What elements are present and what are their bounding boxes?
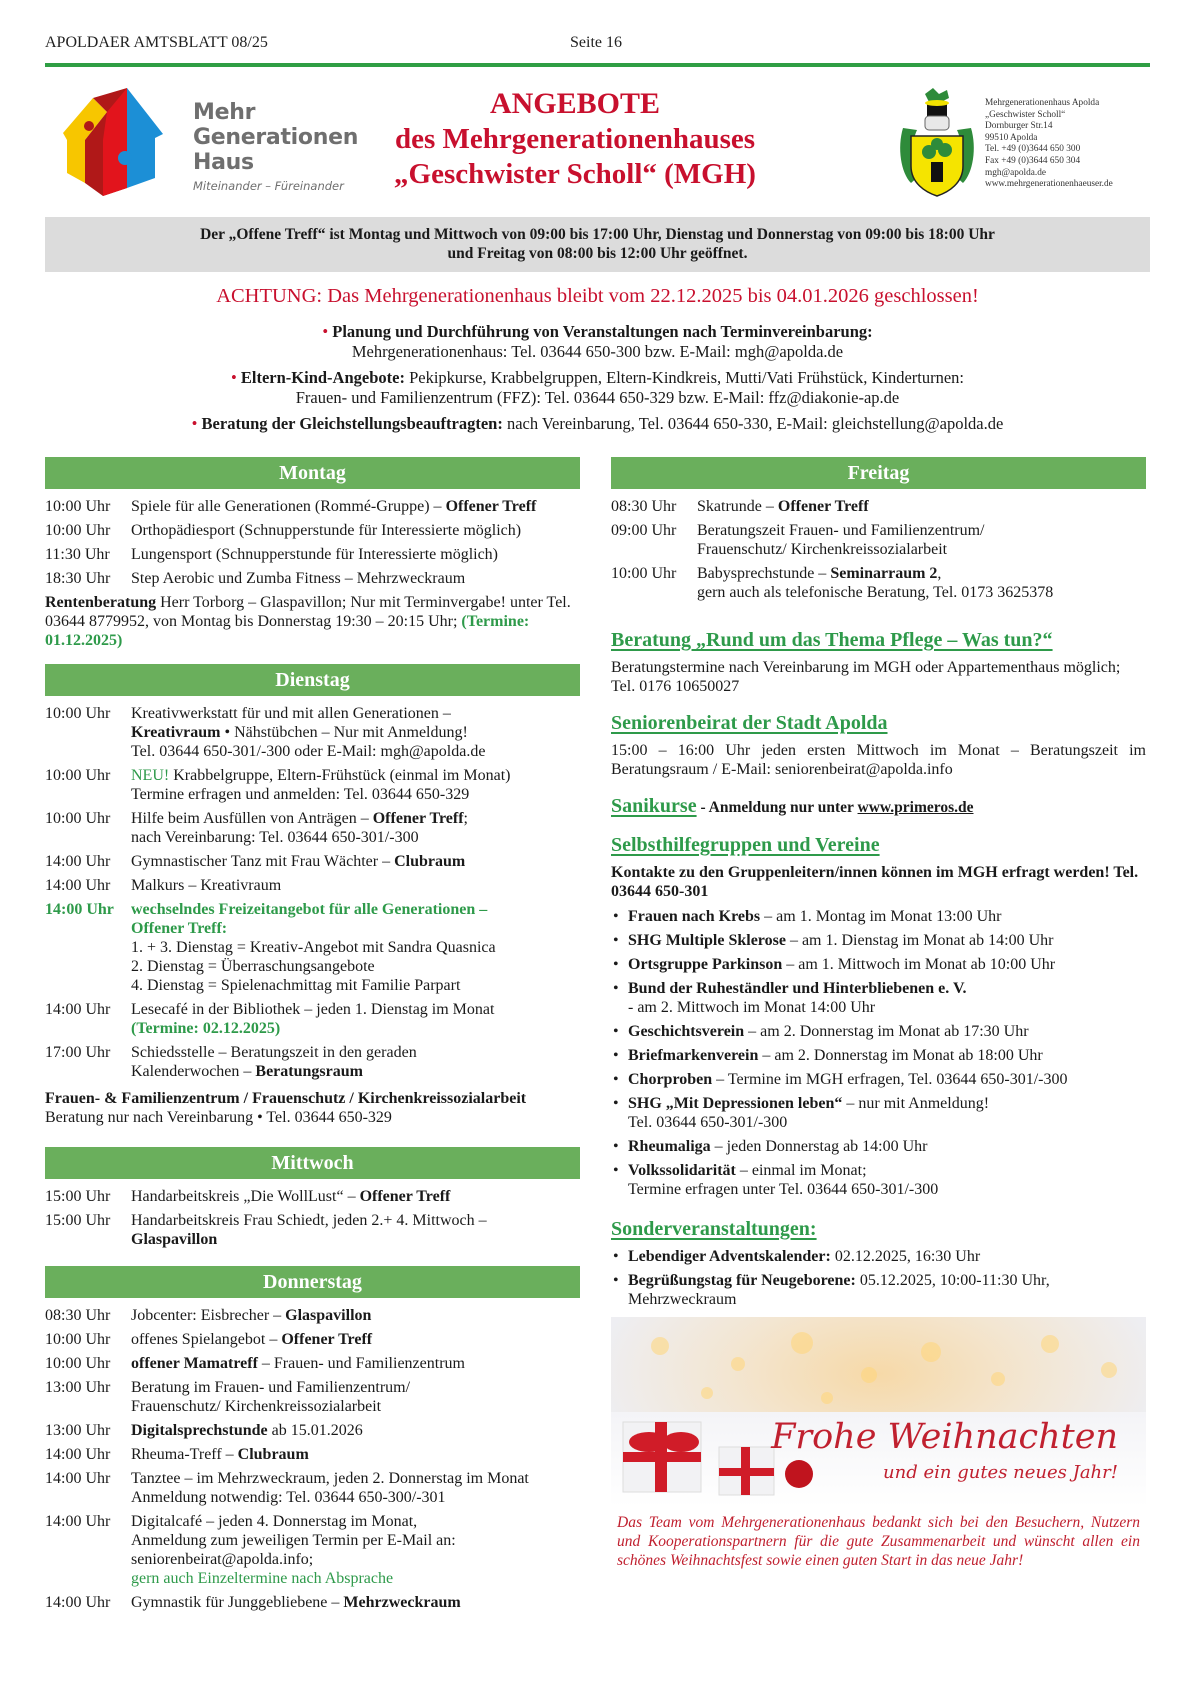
entry-time: 14:00 Uhr — [45, 1001, 111, 1018]
bullet-icon: • — [230, 368, 241, 387]
entry-text: Babysprechstunde – — [697, 565, 831, 582]
address-fax: Fax +49 (0)3644 650 304 — [985, 155, 1081, 166]
title-line-3: „Geschwister Scholl“ (MGH) — [394, 158, 756, 190]
thanks-message: Das Team vom Mehrgenerationenhaus bedankt sich bei den Besuchern, Nutzern und Kooperationspartnern für die gute Zusammenarbeit und wünscht allen ein schönes Weihnachtsfest sowie einen guten Start in das neue Jahr! — [617, 1514, 1140, 1569]
entry-time: 09:00 Uhr — [611, 522, 677, 539]
entry-text: Gymnastischer Tanz mit Frau Wächter – — [131, 853, 395, 870]
bullet-icon: • — [613, 1023, 619, 1040]
section-heading-sonder: Sonderveranstaltungen: — [611, 1218, 817, 1240]
schedule-entry — [611, 521, 1146, 559]
list-item — [611, 1094, 1146, 1132]
entry-text: Spiele für alle Generationen (Rommé-Gruppe) – — [131, 498, 446, 515]
entry-text: wechselndes Freizeitangebot für alle Generationen – — [131, 901, 488, 918]
group-detail: – Termine im MGH erfragen, Tel. 03644 650-301/-300 — [712, 1071, 1068, 1088]
entry-text: Orthopädiesport (Schnupperstunde für Interessierte möglich) — [131, 522, 522, 539]
group-name: Volkssolidarität — [628, 1162, 736, 1179]
logo-line-1: Mehr — [193, 100, 256, 125]
info-planung — [45, 322, 1150, 362]
bullet-icon: • — [613, 1138, 619, 1155]
entry-room: Offener Treff — [777, 498, 869, 515]
logo-line-2: Generationen — [193, 125, 359, 150]
entry-time: 14:00 Uhr — [45, 1513, 111, 1530]
schedule-entry — [611, 564, 1146, 602]
entry-text: Handarbeitskreis „Die WollLust“ – — [131, 1188, 360, 1205]
entry-dates: (Termine: 02.12.2025) — [131, 1020, 281, 1037]
entry-contact: gern auch als telefonische Beratung, Tel. 0173 3625378 — [697, 584, 1054, 601]
schedule-entry — [45, 1354, 580, 1373]
group-detail: – jeden Donnerstag ab 14:00 Uhr — [710, 1138, 928, 1155]
group-name: Briefmarkenverein — [628, 1047, 759, 1064]
group-contact: Tel. 03644 650-301/-300 — [628, 1114, 788, 1131]
day-header-mittwoch: Mittwoch — [45, 1147, 580, 1179]
entry-time: 14:00 Uhr — [45, 901, 114, 918]
list-item — [611, 1070, 1146, 1089]
schedule-entry — [45, 1000, 580, 1038]
seniorenbeirat-text: 15:00 – 16:00 Uhr jeden ersten Mittwoch im Monat – Beratungszeit im Beratungsraum / E-Mail: seniorenbeirat@apolda.info — [611, 742, 1146, 778]
punctuation: ; — [463, 810, 468, 827]
event-location: Mehrzweckraum — [628, 1291, 737, 1308]
entry-text: Kreativwerkstatt für und mit allen Generationen – — [131, 705, 451, 722]
mgh-logo — [55, 88, 359, 198]
section-heading-sanikurse: Sanikurse — [611, 795, 697, 817]
address-phone: Tel. +49 (0)3644 650 300 — [985, 144, 1081, 155]
list-item — [611, 1137, 1146, 1156]
group-contact: Termine erfragen unter Tel. 03644 650-301/-300 — [628, 1181, 939, 1198]
day-header-dienstag: Dienstag — [45, 664, 580, 696]
schedule-entry — [45, 1187, 580, 1206]
entry-room: Offener Treff — [281, 1331, 373, 1348]
day-header-montag: Montag — [45, 457, 580, 489]
logo-tagline: Miteinander – Füreinander — [193, 179, 344, 193]
entry-time: 14:00 Uhr — [45, 853, 111, 870]
christmas-image — [611, 1317, 1146, 1507]
entry-time: 11:30 Uhr — [45, 546, 110, 563]
schedule-entry — [45, 1306, 580, 1325]
group-name: Geschichtsverein — [628, 1023, 745, 1040]
entry-contact: nach Vereinbarung: Tel. 03644 650-301/-300 — [131, 829, 419, 846]
bullet-icon: • — [613, 1248, 619, 1265]
ffz-note — [45, 1089, 580, 1127]
schedule-entry — [45, 1421, 580, 1440]
rentenberatung-note — [45, 593, 580, 650]
address-website[interactable]: www.mehrgenerationenhaeuser.de — [985, 179, 1113, 190]
entry-text: ab 15.01.2026 — [267, 1422, 363, 1439]
bullet-icon: • — [191, 414, 202, 433]
entry-email[interactable]: seniorenbeirat@apolda.info; — [131, 1551, 314, 1568]
subgreeting-text: und ein gutes neues Jahr! — [883, 1462, 1118, 1483]
event-date: 05.12.2025, 10:00-11:30 Uhr, — [855, 1272, 1050, 1289]
coat-of-arms-icon — [897, 88, 977, 198]
bullet-icon: • — [613, 980, 619, 997]
day-header-donnerstag: Donnerstag — [45, 1266, 580, 1298]
entry-time: 18:30 Uhr — [45, 570, 111, 587]
info-label: Eltern-Kind-Angebote: — [240, 368, 405, 387]
entry-time: 10:00 Uhr — [45, 1331, 111, 1348]
schedule-entry — [45, 766, 580, 804]
schedule-entry — [45, 1043, 580, 1081]
entry-time: 08:30 Uhr — [45, 1307, 111, 1324]
title-line-2: des Mehrgenerationenhauses — [394, 123, 756, 155]
entry-time: 15:00 Uhr — [45, 1212, 111, 1229]
address-line: Dornburger Str.14 — [985, 121, 1053, 132]
note-text: Beratung nur nach Vereinbarung • Tel. 03644 650-329 — [45, 1109, 392, 1126]
entry-text: Digitalcafé – jeden 4. Donnerstag im Monat, — [131, 1513, 418, 1530]
entry-room: Offener Treff: — [131, 920, 228, 937]
address-line: 99510 Apolda — [985, 132, 1038, 143]
group-detail: – nur mit Anmeldung! — [842, 1095, 990, 1112]
left-column — [45, 457, 580, 1617]
entry-room: Clubraum — [394, 853, 466, 870]
entry-note: gern auch Einzeltermine nach Absprache — [131, 1570, 394, 1587]
note-label: Rentenberatung — [45, 594, 157, 611]
entry-text: • Nähstübchen – Nur mit Anmeldung! — [220, 724, 468, 741]
section-heading-pflege: Beratung „Rund um das Thema Pflege – Was tun?“ — [611, 629, 1053, 651]
schedule-entry — [45, 569, 580, 588]
entry-text: Step Aerobic und Zumba Fitness – Mehrzweckraum — [131, 570, 466, 587]
address-line: Mehrgenerationenhaus Apolda — [985, 98, 1100, 108]
schedule-entry — [45, 521, 580, 540]
schedule-entry — [45, 1445, 580, 1464]
schedule-entry — [45, 900, 580, 995]
entry-text: offenes Spielangebot – — [131, 1331, 282, 1348]
opening-hours-banner — [45, 217, 1150, 272]
event-name: Lebendiger Adventskalender: — [628, 1248, 831, 1265]
list-item — [611, 1161, 1146, 1199]
entry-text: Beratung im Frauen- und Familienzentrum/ — [131, 1379, 411, 1396]
entry-text: Anmeldung zum jeweiligen Termin per E-Mail an: — [131, 1532, 456, 1549]
list-item — [611, 1247, 1146, 1266]
section-heading-seniorenbeirat: Seniorenbeirat der Stadt Apolda — [611, 712, 888, 734]
entry-time: 14:00 Uhr — [45, 1470, 111, 1487]
group-detail: - am 2. Mittwoch im Monat 14:00 Uhr — [628, 999, 876, 1016]
schedule-entry — [45, 1330, 580, 1349]
schedule-entry — [45, 497, 580, 516]
primeros-link[interactable]: www.primeros.de — [857, 799, 974, 816]
schedule-entry — [45, 545, 580, 564]
entry-detail: 1. + 3. Dienstag = Kreativ-Angebot mit Sandra Quasnica — [131, 939, 496, 956]
list-item — [611, 931, 1146, 950]
schedule-entry — [45, 1469, 580, 1507]
entry-time: 14:00 Uhr — [45, 1446, 111, 1463]
group-name: Chorproben — [628, 1071, 713, 1088]
bullet-icon: • — [613, 908, 619, 925]
list-item — [611, 979, 1146, 1017]
entry-detail: 4. Dienstag = Spielenachmittag mit Familie Parpart — [131, 977, 461, 994]
entry-text: Frauenschutz/ Kirchenkreissozialarbeit — [697, 541, 948, 558]
entry-text: Handarbeitskreis Frau Schiedt, jeden 2.+ 4. Mittwoch – — [131, 1212, 487, 1229]
entry-time: 10:00 Uhr — [45, 522, 111, 539]
page-number: Seite 16 — [570, 34, 622, 51]
entry-text: Rheuma-Treff – — [131, 1446, 238, 1463]
entry-text: Hilfe beim Ausfüllen von Anträgen – — [131, 810, 373, 827]
logo-text — [193, 100, 358, 193]
logo-line-3: Haus — [193, 150, 254, 175]
info-detail: Frauen- und Familienzentrum (FFZ): Tel. 03644 650-329 bzw. E-Mail: ffz@diakonie-ap.de — [295, 388, 900, 407]
schedule-entry — [45, 704, 580, 761]
schedule-entry — [611, 497, 1146, 516]
entry-text: Jobcenter: Eisbrecher – — [131, 1307, 286, 1324]
right-column — [611, 457, 1146, 1570]
event-name: Begrüßungstag für Neugeborene: — [628, 1272, 856, 1289]
schedule-entry — [45, 852, 580, 871]
entry-text: Krabbelgruppe, Eltern-Frühstück (einmal im Monat) — [169, 767, 511, 784]
entry-text: Gymnastik für Junggebliebene – — [131, 1594, 344, 1611]
entry-room: Offener Treff — [359, 1188, 451, 1205]
entry-room: Mehrzweckraum — [343, 1594, 461, 1611]
entry-room: Offener Treff — [445, 498, 537, 515]
schedule-entry — [45, 1211, 580, 1249]
entry-time: 10:00 Uhr — [45, 705, 111, 722]
group-name: Bund der Ruheständler und Hinterbliebenen e. V. — [628, 980, 967, 997]
bullet-icon: • — [322, 322, 333, 341]
entry-time: 08:30 Uhr — [611, 498, 677, 515]
entry-time: 14:00 Uhr — [45, 1594, 111, 1611]
entry-text: Skatrunde – — [697, 498, 778, 515]
group-name: SHG „Mit Depressionen leben“ — [628, 1095, 843, 1112]
day-header-freitag: Freitag — [611, 457, 1146, 489]
pflege-text: Beratungstermine nach Vereinbarung im MGH oder Appartementhaus möglich; Tel. 0176 10650027 — [611, 659, 1121, 695]
list-item — [611, 907, 1146, 926]
closure-notice: ACHTUNG: Das Mehrgenerationenhaus bleibt vom 22.12.2025 bis 04.01.2026 geschlossen! — [216, 285, 979, 307]
info-detail: Mehrgenerationenhaus: Tel. 03644 650-300 bzw. E-Mail: mgh@apolda.de — [351, 342, 844, 361]
opening-hours-line-2: und Freitag von 08:00 bis 12:00 Uhr geöffnet. — [447, 245, 748, 262]
schedule-entry — [45, 1512, 580, 1588]
contact-address — [985, 98, 1113, 191]
bullet-icon: • — [613, 1047, 619, 1064]
greeting-text: Frohe Weihnachten — [771, 1417, 1118, 1457]
info-gleichstellung — [45, 414, 1150, 434]
address-line: „Geschwister Scholl“ — [985, 109, 1066, 120]
event-date: 02.12.2025, 16:30 Uhr — [830, 1248, 981, 1265]
page — [45, 0, 1150, 1684]
entry-text: Schiedsstelle – Beratungszeit in den geraden — [131, 1044, 417, 1061]
punctuation: , — [937, 565, 942, 582]
bullet-icon: • — [613, 1272, 619, 1289]
note-dates: (Termine: 01.12.2025) — [45, 613, 530, 649]
list-item — [611, 1022, 1146, 1041]
info-label: Beratung der Gleichstellungsbeauftragten: — [201, 414, 503, 433]
entry-contact: Anmeldung notwendig: Tel. 03644 650-300/-301 — [131, 1489, 446, 1506]
header-rule — [45, 63, 1150, 67]
info-text: nach Vereinbarung, Tel. 03644 650-330, E-Mail: gleichstellung@apolda.de — [502, 414, 1004, 433]
bullet-icon: • — [613, 1095, 619, 1112]
title-line-1: ANGEBOTE — [489, 87, 661, 120]
bullet-icon: • — [613, 1071, 619, 1088]
entry-time: 10:00 Uhr — [45, 810, 111, 827]
schedule-entry — [45, 809, 580, 847]
sanikurse-section — [611, 795, 1146, 818]
entry-text: – Frauen- und Familienzentrum — [257, 1355, 465, 1372]
entry-room: Glaspavillon — [131, 1231, 218, 1248]
entry-text: Malkurs – Kreativraum — [131, 877, 282, 894]
group-name: Frauen nach Krebs — [628, 908, 761, 925]
group-detail: – am 1. Montag im Monat 13:00 Uhr — [760, 908, 1002, 925]
list-item — [611, 955, 1146, 974]
entry-room: Glaspavillon — [285, 1307, 372, 1324]
entry-title: offener Mamatreff — [131, 1355, 258, 1372]
entry-detail: 2. Dienstag = Überraschungsangebote — [131, 958, 375, 975]
note-text: Herr Torborg – Glaspavillon; Nur mit Terminvergabe! unter Tel. 03644 8779952, von Montag bis Donnerstag 19:30 – 20:15 Uhr; — [45, 594, 571, 630]
entry-room: Kreativraum — [131, 724, 221, 741]
info-text: Pekipkurse, Krabbelgruppen, Eltern-Kindkreis, Mutti/Vati Frühstück, Kinderturnen: — [404, 368, 965, 387]
group-detail: – am 1. Dienstag im Monat ab 14:00 Uhr — [785, 932, 1054, 949]
selbsthilfe-intro: Kontakte zu den Gruppenleitern/innen können im MGH erfragt werden! Tel. 03644 650-301 — [611, 864, 1139, 900]
page-title — [385, 86, 765, 192]
group-name: Rheumaliga — [628, 1138, 711, 1155]
entry-time: 13:00 Uhr — [45, 1422, 111, 1439]
schedule-entry — [45, 1378, 580, 1416]
entry-time: 10:00 Uhr — [45, 767, 111, 784]
entry-room: Offener Treff — [372, 810, 464, 827]
group-name: Ortsgruppe Parkinson — [628, 956, 783, 973]
group-detail: – am 2. Donnerstag im Monat ab 18:00 Uhr — [758, 1047, 1043, 1064]
entry-text: Lungensport (Schnupperstunde für Interessierte möglich) — [131, 546, 499, 563]
group-detail: – einmal im Monat; — [735, 1162, 867, 1179]
list-item — [611, 1046, 1146, 1065]
bullet-icon: • — [613, 1162, 619, 1179]
entry-text: Lesecafé in der Bibliothek – jeden 1. Dienstag im Monat — [131, 1001, 495, 1018]
note-label: Frauen- & Familienzentrum / Frauenschutz / Kirchenkreissozialarbeit — [45, 1090, 527, 1107]
bullet-icon: • — [613, 956, 619, 973]
new-badge: NEU! — [131, 767, 170, 784]
entry-room: Seminarraum 2 — [830, 565, 938, 582]
info-eltern-kind — [45, 368, 1150, 408]
entry-text: Beratungszeit Frauen- und Familienzentrum/ — [697, 522, 985, 539]
entry-text: Tanztee – im Mehrzweckraum, jeden 2. Donnerstag im Monat — [131, 1470, 529, 1487]
info-label: Planung und Durchführung von Veranstaltungen nach Terminvereinbarung: — [332, 322, 873, 341]
entry-contact: Tel. 03644 650-301/-300 oder E-Mail: mgh@apolda.de — [131, 743, 486, 760]
puzzle-house-icon — [55, 88, 185, 198]
entry-time: 15:00 Uhr — [45, 1188, 111, 1205]
group-detail: – am 2. Donnerstag im Monat ab 17:30 Uhr — [744, 1023, 1029, 1040]
publication-name: APOLDAER AMTSBLATT 08/25 — [45, 34, 268, 51]
address-email[interactable]: mgh@apolda.de — [985, 167, 1046, 178]
entry-time: 14:00 Uhr — [45, 877, 111, 894]
entry-time: 10:00 Uhr — [45, 1355, 111, 1372]
schedule-entry — [45, 1593, 580, 1612]
entry-room: Beratungsraum — [255, 1063, 363, 1080]
entry-time: 10:00 Uhr — [611, 565, 677, 582]
schedule-entry — [45, 876, 580, 895]
group-detail: – am 1. Mittwoch im Monat ab 10:00 Uhr — [782, 956, 1056, 973]
entry-contact: Termine erfragen und anmelden: Tel. 03644 650-329 — [131, 786, 470, 803]
entry-time: 10:00 Uhr — [45, 498, 111, 515]
group-name: SHG Multiple Sklerose — [628, 932, 786, 949]
section-heading-selbsthilfe: Selbsthilfegruppen und Vereine — [611, 834, 880, 856]
entry-room: Clubraum — [237, 1446, 309, 1463]
entry-text: Frauenschutz/ Kirchenkreissozialarbeit — [131, 1398, 382, 1415]
entry-title: Digitalsprechstunde — [131, 1422, 268, 1439]
opening-hours-line-1: Der „Offene Treff“ ist Montag und Mittwoch von 09:00 bis 17:00 Uhr, Dienstag und Donnerstag von 09:00 bis 18:00 Uhr — [200, 226, 995, 243]
entry-time: 17:00 Uhr — [45, 1044, 111, 1061]
list-item — [611, 1271, 1146, 1309]
bullet-icon: • — [613, 932, 619, 949]
entry-time: 13:00 Uhr — [45, 1379, 111, 1396]
entry-text: Kalenderwochen – — [131, 1063, 256, 1080]
sanikurse-text: - Anmeldung nur unter — [696, 799, 858, 816]
